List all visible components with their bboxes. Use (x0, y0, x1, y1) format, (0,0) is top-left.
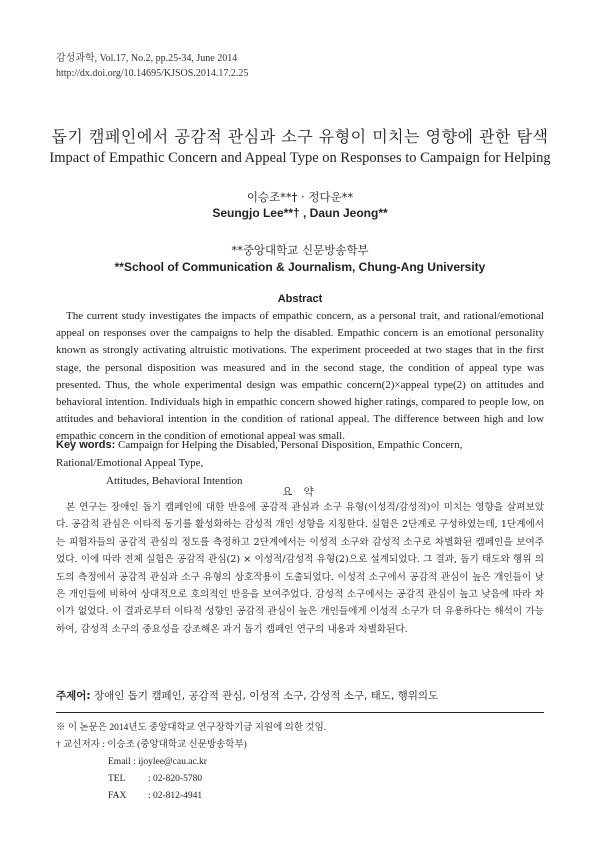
authors-english: Seungjo Lee**† , Daun Jeong** (212, 206, 388, 220)
affiliation-korean: **중앙대학교 신문방송학부 (231, 243, 369, 257)
tel-value: : 02-820-5780 (148, 774, 203, 784)
footnote-fax (56, 788, 326, 805)
abstract-heading: Abstract (277, 293, 323, 305)
keywords (56, 436, 544, 490)
keywords-label: Key words: (56, 439, 116, 451)
fax-value: : 02-812-4941 (148, 791, 203, 801)
journal-doi: http://dx.doi.org/10.14695/KJSOS.2014.17.2.25 (56, 68, 249, 79)
footnote-email (56, 754, 326, 771)
authors-korean: 이승조**† · 정다운** (246, 190, 354, 204)
footnote-funding: ※ 이 논문은 2014년도 중앙대학교 연구장학기금 지원에 의한 것임. (56, 723, 327, 733)
affiliation-english: **School of Communication & Journalism, Chung-Ang University (114, 260, 486, 274)
email-value: ijoylee@cau.ac.kr (138, 757, 207, 767)
title-korean: 돕기 캠페인에서 공감적 관심과 소구 유형이 미치는 영향에 관한 탐색 (51, 127, 549, 146)
fax-label: FAX (108, 791, 127, 801)
keywords-line-1: Campaign for Helping the Disabled, Personal Disposition, Empathic Concern, Rational/Emotional Appeal Type, (56, 439, 463, 469)
keywords-line-2: Attitudes, Behavioral Intention (106, 475, 243, 487)
email-label: Email : (108, 757, 136, 767)
footnote-corresponding-author: † 교신저자 : 이승조 (중앙대학교 신문방송학부) (56, 740, 247, 750)
footnote-divider (56, 712, 544, 713)
keywords-korean (56, 688, 544, 703)
keywords-korean-label: 주제어: (56, 690, 91, 702)
journal-citation: 감성과학, Vol.17, No.2, pp.25-34, June 2014 (56, 53, 238, 64)
journal-header (56, 51, 248, 81)
summary-text: 본 연구는 장애인 돕기 캠페인에 대한 반응에 공감적 관심과 소구 유형(이성적/감성적)이 미치는 영향을 살펴보았다. 공감적 관심은 이타적 동기를 활성화하는 감성적 개인 성향을 지칭한다. 실험은 2단계로 구성하였는데, 1단계에서는 피험자들의 공감적 관심의 정도를 측정하고 2단계에서는 이성적 소구와 감성적 소구로 차별화된 캠페인을 보여주었다. 이에 따라 전체 실험은 공감적 관심(2) × 이성적/감성적 유형(2)으로 설계되었다. 그 결과, 돕기 태도와 행위 의도의 측정에서 공감적 관심과 소구 유형의 상호작용이 도출되었다. 이성적 소구에서 공감적 관심이 높은 개인들이 낮은 개인들에 비하여 상대적으로 호의적인 반응을 보여주었다. 감성적 소구에서는 공감적 관심이 높고 낮음에 따라 차이가 없었다. 이 결과로부터 이타적 성향인 공감적 관심이 높은 개인들에게 이성적 소구가 더 유용하다는 해석이 가능하여, 감성적 소구의 중요성을 강조해온 과거 돕기 캠페인 연구의 내용과 차별화된다. (56, 502, 544, 635)
footnote-tel (56, 771, 326, 788)
tel-label: TEL (108, 774, 126, 784)
footnotes (56, 720, 326, 805)
keywords-korean-list: 장애인 돕기 캠페인, 공감적 관심, 이성적 소구, 감성적 소구, 태도, 행위의도 (93, 690, 439, 702)
title-english: Impact of Empathic Concern and Appeal Type on Responses to Campaign for Helping (49, 150, 551, 166)
abstract-text: The current study investigates the impacts of empathic concern, as a personal trait, and rational/emotional appeal on responses over the campaigns to help the disabled. Empathic concern is an emotional personality known as strongly activating altruistic motivations. The experiment proceeded at two stages that in the first stage, the personal disposition was measured and in the second stage, the condition of appeal type was presented. Thus, the whole experimental design was empathic concern(2)×appeal type(2) on attitudes and behavioral intention. Individuals high in empathic concern showed higher ratings, compared to people low, on attitudes and behavioral intention in the condition of rational appeal. The difference between high and low empathic concern in the condition of emotional appeal was small. (56, 310, 544, 443)
summary-heading: 요 약 (282, 486, 318, 498)
